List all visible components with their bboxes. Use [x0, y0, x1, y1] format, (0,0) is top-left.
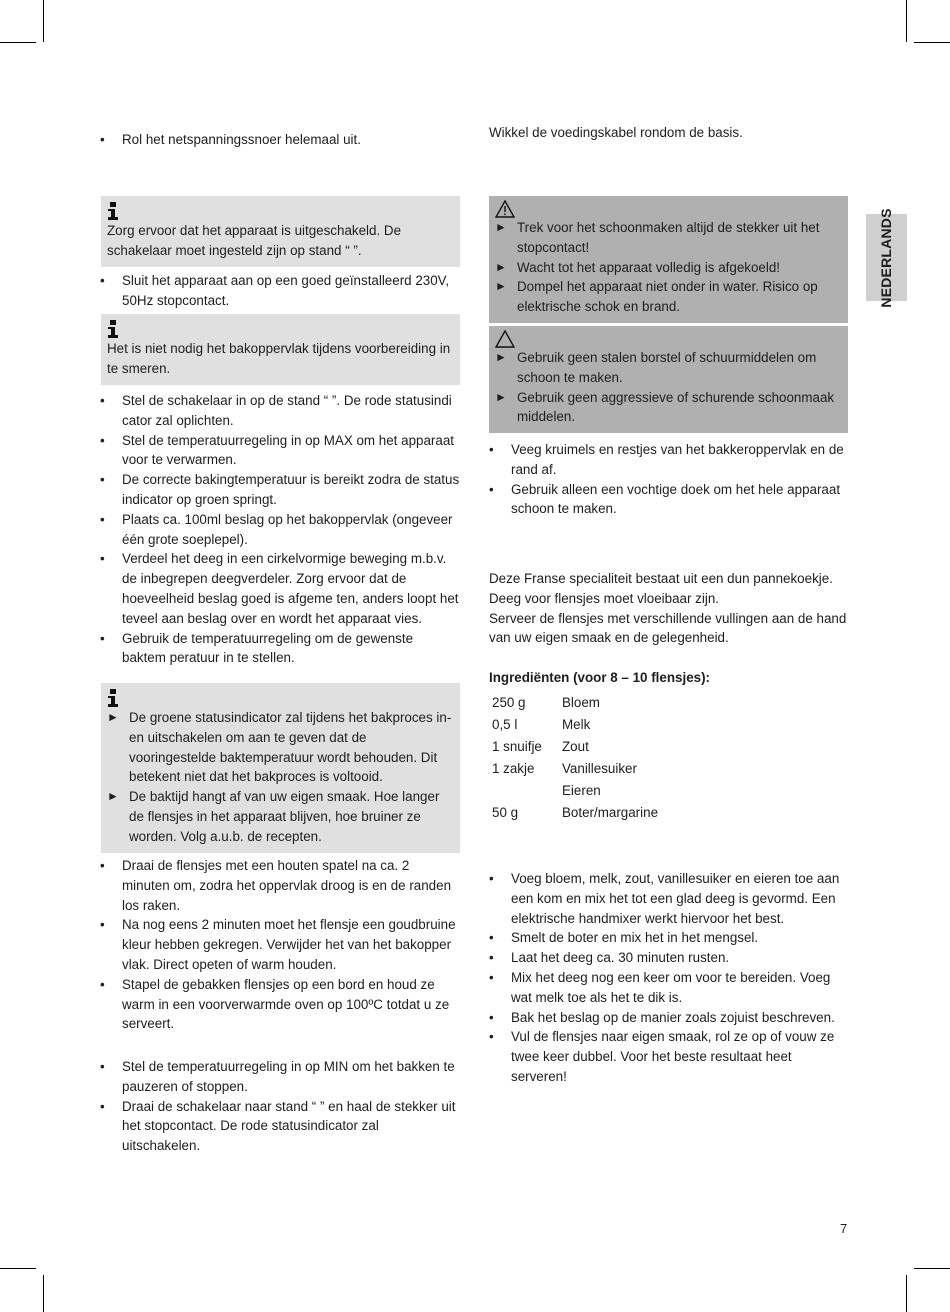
stopping-steps	[100, 1057, 460, 1156]
language-tab	[866, 207, 907, 308]
list-item: • Plaats ca. 100ml beslag op het bakoppervlak (ongeveer één grote soeplepel).	[100, 510, 460, 550]
cleaning-steps	[489, 440, 849, 519]
note-item	[107, 787, 454, 846]
ingredient-row: 1 snuifje Zout	[492, 739, 589, 754]
list-item: • Na nog eens 2 minuten moet het flensje een goudbruine kleur hebben gekregen. Verwijder het van het bakopper vlak. Direct opeten of warm houden.	[100, 915, 460, 974]
crop-mark	[914, 42, 950, 43]
crop-mark	[0, 1268, 36, 1269]
crop-mark	[43, 1275, 44, 1312]
list-item: • Gebruik de temperatuurregeling om de gewenste baktem peratuur in te stellen.	[100, 629, 460, 669]
ingredients-title: Ingrediënten (voor 8 – 10 flensjes):	[489, 670, 711, 685]
language-label: NEDERLANDS	[877, 207, 894, 308]
caution-item	[495, 348, 842, 388]
caution-item	[495, 388, 842, 428]
info-note	[101, 683, 460, 853]
arrow-right-icon: ►	[107, 710, 119, 724]
info-note	[101, 196, 460, 267]
list-item: • Draai de flensjes met een houten spatel na ca. 2 minuten om, zodra het oppervlak droog is en de randen los raken.	[100, 856, 460, 915]
arrow-right-icon: ►	[495, 350, 507, 364]
warning-item	[495, 277, 842, 317]
intro-line: Deeg voor flensjes moet vloeibaar zijn.	[489, 590, 719, 606]
list-item: • Laat het deeg ca. 30 minuten rusten.	[489, 948, 851, 968]
ingredient-row: 50 g Boter/margarine	[492, 805, 659, 820]
crop-mark	[914, 1268, 950, 1269]
ingredient-row: 0,5 l Melk	[492, 717, 591, 732]
crop-mark	[906, 1275, 907, 1312]
intro-line: Serveer de flensjes met verschillende vullingen aan de hand van uw eigen smaak en de gelegenheid.	[489, 610, 847, 646]
list-item: • Stel de schakelaar in op de stand “ ”. De rode statusindi cator zal oplichten.	[100, 391, 460, 431]
caution-text: Gebruik geen aggressieve of schurende schoonmaak middelen.	[517, 389, 835, 425]
list-item: • Stel de temperatuurregeling in op MAX om het apparaat voor te verwarmen.	[100, 431, 460, 471]
warning-text: Trek voor het schoonmaken altijd de stekker uit het stopcontact!	[517, 220, 820, 255]
list-item: • Vul de flensjes naar eigen smaak, rol ze op of vouw ze twee keer dubbel. Voor het beste resultaat heet serveren!	[489, 1027, 851, 1086]
list-item: • Verdeel het deeg in een cirkelvormige beweging m.b.v. de inbegrepen deegverdeler. Zorg ervoor dat de hoeveelheid beslag goed is afgeme ten, anders loopt het teveel aan beslag over en wordt het apparaat vies.	[100, 549, 460, 628]
list-item: • Stapel de gebakken flensjes op een bord en houd ze warm in een voorverwarmde oven op 100ºC totdat u ze serveert.	[100, 975, 460, 1034]
turning-steps	[100, 856, 460, 1034]
ingredient-row: 250 g Bloem	[492, 695, 600, 710]
note-text: Het is niet nodig het bakoppervlak tijdens voorbereiding in te smeren.	[107, 341, 451, 376]
baking-steps	[100, 391, 460, 668]
warning-text: Dompel het apparaat niet onder in water. Risico op elektrische schok en brand.	[517, 279, 818, 315]
ingredient-row: 1 zakje Vanillesuiker	[492, 761, 637, 776]
caution-triangle-icon	[495, 330, 515, 348]
list-item: • Bak het beslag op de manier zoals zojuist beschreven.	[489, 1008, 851, 1028]
list-item: • De correcte bakingtemperatuur is bereikt zodra de status indicator op groen springt.	[100, 470, 460, 510]
note-text: Zorg ervoor dat het apparaat is uitgeschakeld. De schakelaar moet ingesteld zijn op stand “ ”.	[107, 223, 402, 258]
caution-text: Gebruik geen stalen borstel of schuurmiddelen om schoon te maken.	[517, 350, 817, 385]
arrow-right-icon: ►	[495, 259, 507, 274]
list-item: • Voeg bloem, melk, zout, vanillesuiker en eieren toe aan een kom en mix het tot een glad deeg is gevormd. Een elektrische handmixer werkt hiervoor het best.	[489, 869, 851, 928]
crop-mark	[906, 0, 907, 42]
list-item: • Smelt de boter en mix het in het mengsel.	[489, 928, 851, 948]
warning-triangle-icon	[495, 200, 515, 218]
ingredient-row: Eieren	[562, 783, 601, 798]
info-icon	[108, 320, 118, 338]
intro-line: Deze Franse specialiteit bestaat uit een dun pannekoekje.	[489, 571, 833, 586]
note-item	[107, 708, 454, 787]
list-item: • Veeg kruimels en restjes van het bakkeroppervlak en de rand af.	[489, 440, 849, 480]
arrow-right-icon: ►	[107, 789, 119, 804]
preparation-steps	[489, 869, 851, 1087]
page-number: 7	[840, 1221, 848, 1236]
info-note	[101, 314, 460, 385]
note-item-text: De groene statusindicator zal tijdens het bakproces in- en uitschakelen om aan te geven dat de vooringestelde baktemperatuur wordt behouden. Dit betekent niet dat het bakproces is voltooid.	[129, 710, 452, 785]
list-item: • Rol het netspanningssnoer helemaal uit.	[100, 130, 460, 150]
crop-mark	[0, 42, 36, 43]
arrow-right-icon: ►	[495, 220, 507, 234]
info-icon	[108, 689, 118, 707]
list-item: • Sluit het apparaat aan op een goed geïnstalleerd 230V, 50Hz stopcontact.	[100, 271, 460, 311]
connect-section	[100, 271, 460, 311]
arrow-right-icon: ►	[495, 389, 507, 404]
crop-mark	[43, 0, 44, 42]
warning-item	[495, 218, 842, 258]
recipe-intro	[489, 569, 849, 648]
arrow-right-icon: ►	[495, 279, 507, 294]
wrap-cable-text: Wikkel de voedingskabel rondom de basis.	[489, 125, 743, 140]
list-item: • Mix het deeg nog een keer om voor te bereiden. Voeg wat melk toe als het te dik is.	[489, 968, 851, 1008]
warning-box	[489, 196, 848, 323]
info-icon	[108, 202, 118, 220]
list-item: • Stel de temperatuurregeling in op MIN om het bakken te pauzeren of stoppen.	[100, 1057, 460, 1097]
note-item-text: De baktijd hangt af van uw eigen smaak. Hoe langer de flensjes in het apparaat blijven, hoe bruiner ze worden. Volg a.u.b. de recepten.	[129, 789, 440, 844]
caution-box	[489, 326, 848, 433]
list-item: • Draai de schakelaar naar stand “ ” en haal de stekker uit het stopcontact. De rode statusindicator zal uitschakelen.	[100, 1097, 460, 1156]
ingredients-table	[489, 693, 658, 825]
list-item: • Gebruik alleen een vochtige doek om het hele apparaat schoon te maken.	[489, 480, 849, 520]
warning-text: Wacht tot het apparaat volledig is afgekoeld!	[517, 259, 781, 275]
left-column	[100, 130, 460, 150]
warning-item	[495, 258, 842, 278]
